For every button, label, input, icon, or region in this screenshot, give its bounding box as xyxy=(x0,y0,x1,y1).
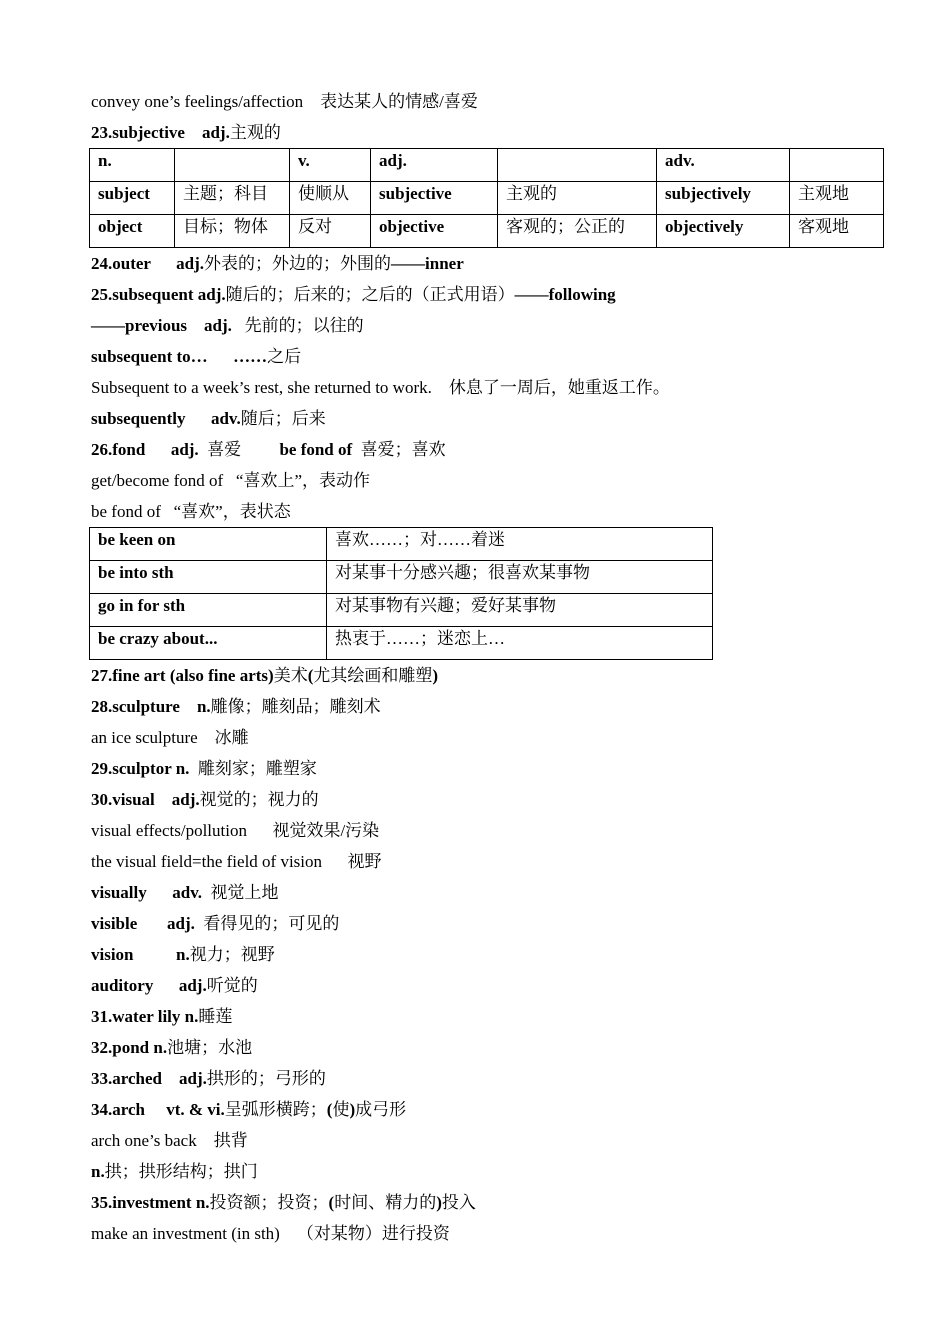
text-line xyxy=(91,660,891,691)
text-run: 随后；后来 xyxy=(240,409,326,428)
text-run: convey one’s feelings/affection 表达某人的情感/喜爱 xyxy=(91,92,478,111)
table-cell: 目标；物体 xyxy=(175,215,290,248)
text-line xyxy=(91,722,891,753)
table-cell: objectively xyxy=(657,215,790,248)
text-run: 之后 xyxy=(267,347,302,366)
text-line xyxy=(91,970,891,1001)
table-cell: n. xyxy=(90,149,175,182)
text-line xyxy=(91,341,891,372)
table-cell: v. xyxy=(290,149,371,182)
text-run: 29.sculptor n. xyxy=(91,759,190,778)
table-cell: 热衷于……；迷恋上… xyxy=(327,627,713,660)
text-run: 尤其绘画和雕塑 xyxy=(313,666,433,685)
text-run: 25.subsequent adj. xyxy=(91,285,226,304)
text-run: 27.fine art (also fine arts) xyxy=(91,666,274,685)
text-run: 投资额；投资； xyxy=(209,1193,329,1212)
text-run: 呈弧形横跨； xyxy=(224,1100,327,1119)
text-run: 喜爱 xyxy=(202,440,280,459)
text-line xyxy=(91,1032,891,1063)
table-cell xyxy=(498,149,657,182)
text-run: 美术 xyxy=(273,666,308,685)
table-row xyxy=(90,627,713,660)
text-run: 视力；视野 xyxy=(189,945,275,964)
table-cell: subjectively xyxy=(657,182,790,215)
text-line xyxy=(91,1218,891,1249)
text-run: visually adv. xyxy=(91,883,203,902)
table-cell: objective xyxy=(371,215,498,248)
text-run: 喜爱；喜欢 xyxy=(352,440,446,459)
text-line xyxy=(91,372,891,403)
table-cell: subject xyxy=(90,182,175,215)
text-line xyxy=(91,939,891,970)
table-cell: subjective xyxy=(371,182,498,215)
text-line xyxy=(91,691,891,722)
text-line xyxy=(91,496,891,527)
text-run: ——previous adj. xyxy=(91,316,232,335)
text-run: 33.arched adj. xyxy=(91,1069,207,1088)
text-line xyxy=(91,908,891,939)
text-line xyxy=(91,1063,891,1094)
text-line xyxy=(91,434,891,465)
table-cell: adv. xyxy=(657,149,790,182)
text-run: 先前的；以往的 xyxy=(231,316,364,335)
text-run: 投入 xyxy=(441,1193,476,1212)
text-run: be fond of “喜欢”，表状态 xyxy=(91,502,291,521)
table-row xyxy=(90,561,713,594)
text-run: 随后的；后来的；之后的（正式用语） xyxy=(225,285,515,304)
text-run: 时间、精力的 xyxy=(334,1193,437,1212)
text-run: an ice sculpture 冰雕 xyxy=(91,728,249,747)
table-row xyxy=(90,594,713,627)
text-line xyxy=(91,403,891,434)
text-line xyxy=(91,1187,891,1218)
table-header-row xyxy=(90,149,884,182)
document-page xyxy=(91,86,891,1249)
text-line xyxy=(91,784,891,815)
table-cell: 主题；科目 xyxy=(175,182,290,215)
text-run: ( xyxy=(307,666,314,685)
text-run: 拱；拱形结构；拱门 xyxy=(104,1162,258,1181)
text-line xyxy=(91,753,891,784)
text-run: 视觉上地 xyxy=(202,883,279,902)
text-run: 24.outer adj. xyxy=(91,254,205,273)
text-run: 23.subjective adj. xyxy=(91,123,230,142)
text-line xyxy=(91,1001,891,1032)
text-run: 31.water lily n. xyxy=(91,1007,199,1026)
text-block-c xyxy=(91,660,891,1249)
text-run: visible adj. xyxy=(91,914,195,933)
text-run: 成弓形 xyxy=(355,1100,407,1119)
table-cell: go in for sth xyxy=(90,594,327,627)
table-cell: 反对 xyxy=(290,215,371,248)
text-run: 池塘；水池 xyxy=(167,1038,253,1057)
text-run: 看得见的；可见的 xyxy=(194,914,340,933)
table-row xyxy=(90,215,884,248)
table-cell xyxy=(175,149,290,182)
text-run: 32.pond n. xyxy=(91,1038,168,1057)
text-line xyxy=(91,1156,891,1187)
text-line xyxy=(91,815,891,846)
text-line xyxy=(91,117,891,148)
table-cell xyxy=(790,149,884,182)
text-run: ——inner xyxy=(391,254,464,273)
table-cell: 客观地 xyxy=(790,215,884,248)
table-row xyxy=(90,528,713,561)
text-run: ) xyxy=(349,1100,356,1119)
text-line xyxy=(91,248,891,279)
text-line xyxy=(91,279,891,310)
text-run: 主观的 xyxy=(229,123,281,142)
table-cell: object xyxy=(90,215,175,248)
text-line xyxy=(91,1125,891,1156)
text-run: Subsequent to a week’s rest, she returned to work. 休息了一周后，她重返工作。 xyxy=(91,378,670,397)
text-run: 拱形的；弓形的 xyxy=(206,1069,326,1088)
table-cell: be into sth xyxy=(90,561,327,594)
text-run: 35.investment n. xyxy=(91,1193,210,1212)
text-run: the visual field=the field of vision 视野 xyxy=(91,852,382,871)
table-cell: 主观地 xyxy=(790,182,884,215)
text-run: 听觉的 xyxy=(206,976,258,995)
text-run: ( xyxy=(326,1100,333,1119)
text-line xyxy=(91,465,891,496)
table-row xyxy=(90,182,884,215)
text-run: ——following xyxy=(514,285,616,304)
table-cell: 喜欢……；对……着迷 xyxy=(327,528,713,561)
text-run: ) xyxy=(432,666,439,685)
text-line xyxy=(91,877,891,908)
text-block-a xyxy=(91,86,891,148)
text-run: 视觉的；视力的 xyxy=(199,790,319,809)
text-run: 使 xyxy=(332,1100,350,1119)
table-cell: 主观的 xyxy=(498,182,657,215)
text-run: make an investment (in sth) （对某物）进行投资 xyxy=(91,1224,450,1243)
text-run: n. xyxy=(91,1162,105,1181)
text-run: subsequent to… …… xyxy=(91,347,268,366)
text-run: 34.arch vt. & vi. xyxy=(91,1100,225,1119)
table-cell: 使顺从 xyxy=(290,182,371,215)
text-run: subsequently adv. xyxy=(91,409,241,428)
table-cell: 对某事十分感兴趣；很喜欢某事物 xyxy=(327,561,713,594)
table-cell: 对某事物有兴趣；爱好某事物 xyxy=(327,594,713,627)
text-run: 30.visual adj. xyxy=(91,790,200,809)
table-cell: be keen on xyxy=(90,528,327,561)
word-forms-table xyxy=(89,148,884,248)
text-line xyxy=(91,846,891,877)
text-run: visual effects/pollution 视觉效果/污染 xyxy=(91,821,380,840)
text-run: 26.fond adj. xyxy=(91,440,203,459)
table-cell: be crazy about... xyxy=(90,627,327,660)
phrase-table xyxy=(89,527,713,660)
table-cell: adj. xyxy=(371,149,498,182)
text-block-b xyxy=(91,248,891,527)
text-run: ) xyxy=(436,1193,442,1212)
table-cell: 客观的；公正的 xyxy=(498,215,657,248)
text-run: get/become fond of “喜欢上”，表动作 xyxy=(91,471,371,490)
text-run: 雕刻家；雕塑家 xyxy=(189,759,317,778)
text-line xyxy=(91,310,891,341)
text-run: auditory adj. xyxy=(91,976,207,995)
text-run: 雕像；雕刻品；雕刻术 xyxy=(210,697,381,716)
text-run: ( xyxy=(328,1193,335,1212)
text-line xyxy=(91,86,891,117)
text-run: 外表的；外边的；外围的 xyxy=(204,254,392,273)
text-run: 28.sculpture n. xyxy=(91,697,211,716)
text-run: arch one’s back 拱背 xyxy=(91,1131,248,1150)
text-run: 睡莲 xyxy=(198,1007,233,1026)
text-run: be fond of xyxy=(279,440,353,459)
text-run: vision n. xyxy=(91,945,190,964)
text-line xyxy=(91,1094,891,1125)
